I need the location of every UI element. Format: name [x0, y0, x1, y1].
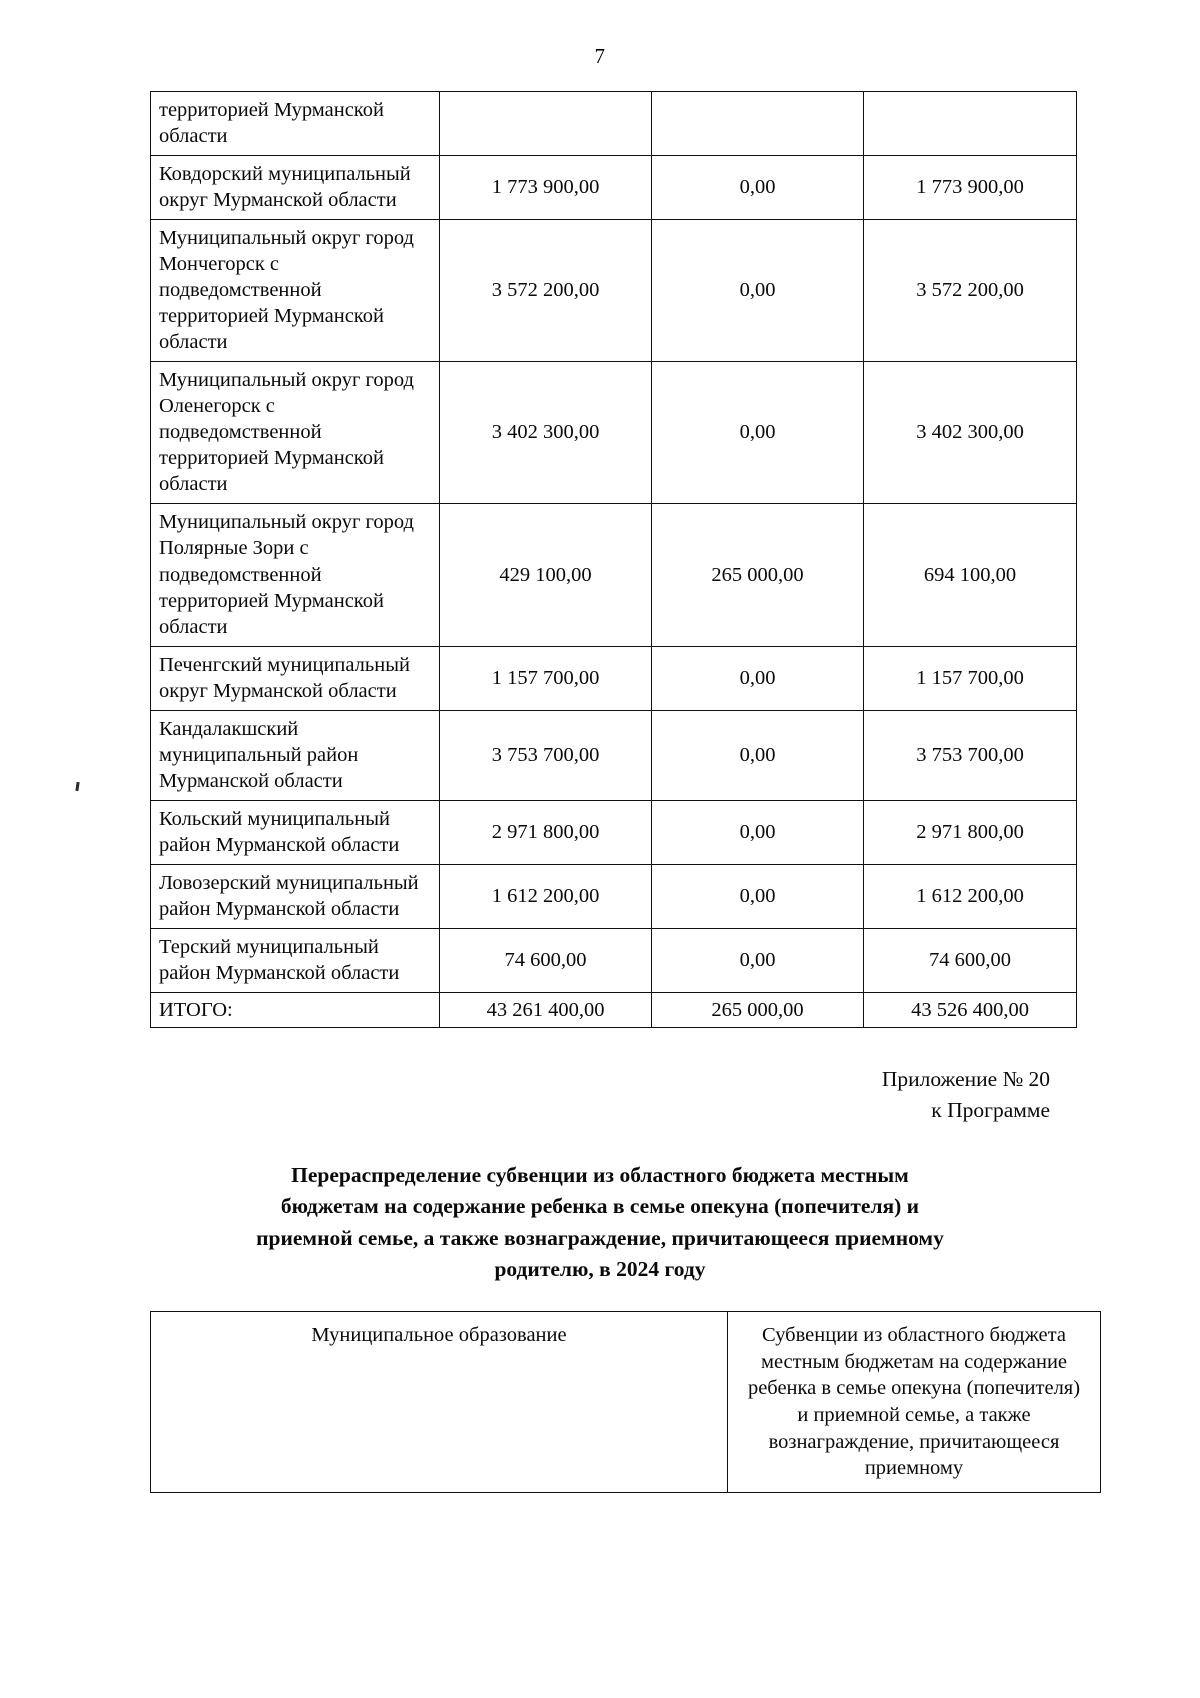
amount-column-3: 694 100,00: [864, 504, 1077, 646]
municipality-name: Печенгский муниципальный округ Мурманской области: [151, 646, 440, 710]
page-bottom-spacer: [0, 1493, 1200, 1553]
page-title-line-2: бюджетам на содержание ребенка в семье опекуна (попечителя) и: [280, 1194, 920, 1219]
appendix-program: к Программе: [931, 1098, 1050, 1123]
municipality-name: Ловозерский муниципальный район Мурманской области: [151, 864, 440, 928]
amount-column-1: [440, 92, 652, 156]
municipality-name: Кольский муниципальный район Мурманской области: [151, 800, 440, 864]
amount-column-3: 3 572 200,00: [864, 220, 1077, 362]
budget-table-container: [0, 91, 1200, 1028]
municipality-name: Муниципальный округ город Мончегорск с подведомственной территорией Мурманской области: [151, 220, 440, 362]
amount-column-2: 0,00: [652, 362, 864, 504]
amount-column-3: 1 157 700,00: [864, 646, 1077, 710]
column-header-municipality: Муниципальное образование: [151, 1312, 728, 1493]
municipality-name: Муниципальный округ город Оленегорск с подведомственной территорией Мурманской области: [151, 362, 440, 504]
amount-column-2: 0,00: [652, 800, 864, 864]
amount-column-1: 3 402 300,00: [440, 362, 652, 504]
table-row: [151, 646, 1077, 710]
table-row-total: [151, 992, 1077, 1027]
table-row: [151, 710, 1077, 800]
total-column-2: 265 000,00: [652, 992, 864, 1027]
amount-column-1: 1 773 900,00: [440, 156, 652, 220]
amount-column-2: 0,00: [652, 710, 864, 800]
page-title: [0, 1126, 1200, 1285]
municipality-name: Муниципальный округ город Полярные Зори с подведомственной территорией Мурманской области: [151, 504, 440, 646]
amount-column-2: 0,00: [652, 646, 864, 710]
amount-column-2: 0,00: [652, 928, 864, 992]
subvention-table-header: [150, 1311, 1101, 1493]
total-label: ИТОГО:: [151, 992, 440, 1027]
amount-column-2: 0,00: [652, 864, 864, 928]
amount-column-3: 2 971 800,00: [864, 800, 1077, 864]
municipality-name: Ковдорский муниципальный округ Мурманской области: [151, 156, 440, 220]
page-title-line-1: Перераспределение субвенции из областного бюджета местным: [291, 1163, 909, 1188]
total-column-3: 43 526 400,00: [864, 992, 1077, 1027]
table-row: [151, 362, 1077, 504]
amount-column-1: 1 612 200,00: [440, 864, 652, 928]
table-row: [151, 800, 1077, 864]
column-header-subvention: Субвенции из областного бюджета местным бюджетам на содержание ребенка в семье опекуна (попечителя) и приемной семье, а также вознаграждение, причитающееся приемному: [728, 1312, 1101, 1493]
amount-column-1: 429 100,00: [440, 504, 652, 646]
amount-column-2: [652, 92, 864, 156]
municipality-name: Кандалакшский муниципальный район Мурманской области: [151, 710, 440, 800]
amount-column-3: 1 773 900,00: [864, 156, 1077, 220]
total-column-1: 43 261 400,00: [440, 992, 652, 1027]
table-row: [151, 220, 1077, 362]
appendix-number: Приложение № 20: [881, 1066, 1050, 1091]
table-header-row: [151, 1312, 1101, 1493]
amount-column-1: 2 971 800,00: [440, 800, 652, 864]
budget-table: [150, 91, 1077, 1028]
page-title-line-3: приемной семье, а также вознаграждение, причитающееся приемному: [256, 1225, 944, 1250]
amount-column-1: 1 157 700,00: [440, 646, 652, 710]
amount-column-3: [864, 92, 1077, 156]
amount-column-1: 3 753 700,00: [440, 710, 652, 800]
table-row: [151, 156, 1077, 220]
amount-column-1: 74 600,00: [440, 928, 652, 992]
subvention-table-container: [0, 1285, 1200, 1493]
amount-column-2: 265 000,00: [652, 504, 864, 646]
table-row: [151, 92, 1077, 156]
amount-column-1: 3 572 200,00: [440, 220, 652, 362]
amount-column-3: 3 402 300,00: [864, 362, 1077, 504]
page-number: 7: [594, 44, 606, 68]
amount-column-2: 0,00: [652, 220, 864, 362]
amount-column-2: 0,00: [652, 156, 864, 220]
amount-column-3: 74 600,00: [864, 928, 1077, 992]
municipality-name: Терский муниципальный район Мурманской области: [151, 928, 440, 992]
table-row: [151, 504, 1077, 646]
amount-column-3: 3 753 700,00: [864, 710, 1077, 800]
amount-column-3: 1 612 200,00: [864, 864, 1077, 928]
table-row: [151, 864, 1077, 928]
municipality-name: территорией Мурманской области: [151, 92, 440, 156]
page-title-line-4: родителю, в 2024 году: [494, 1256, 706, 1281]
table-row: [151, 928, 1077, 992]
appendix-reference: [0, 1028, 1200, 1126]
